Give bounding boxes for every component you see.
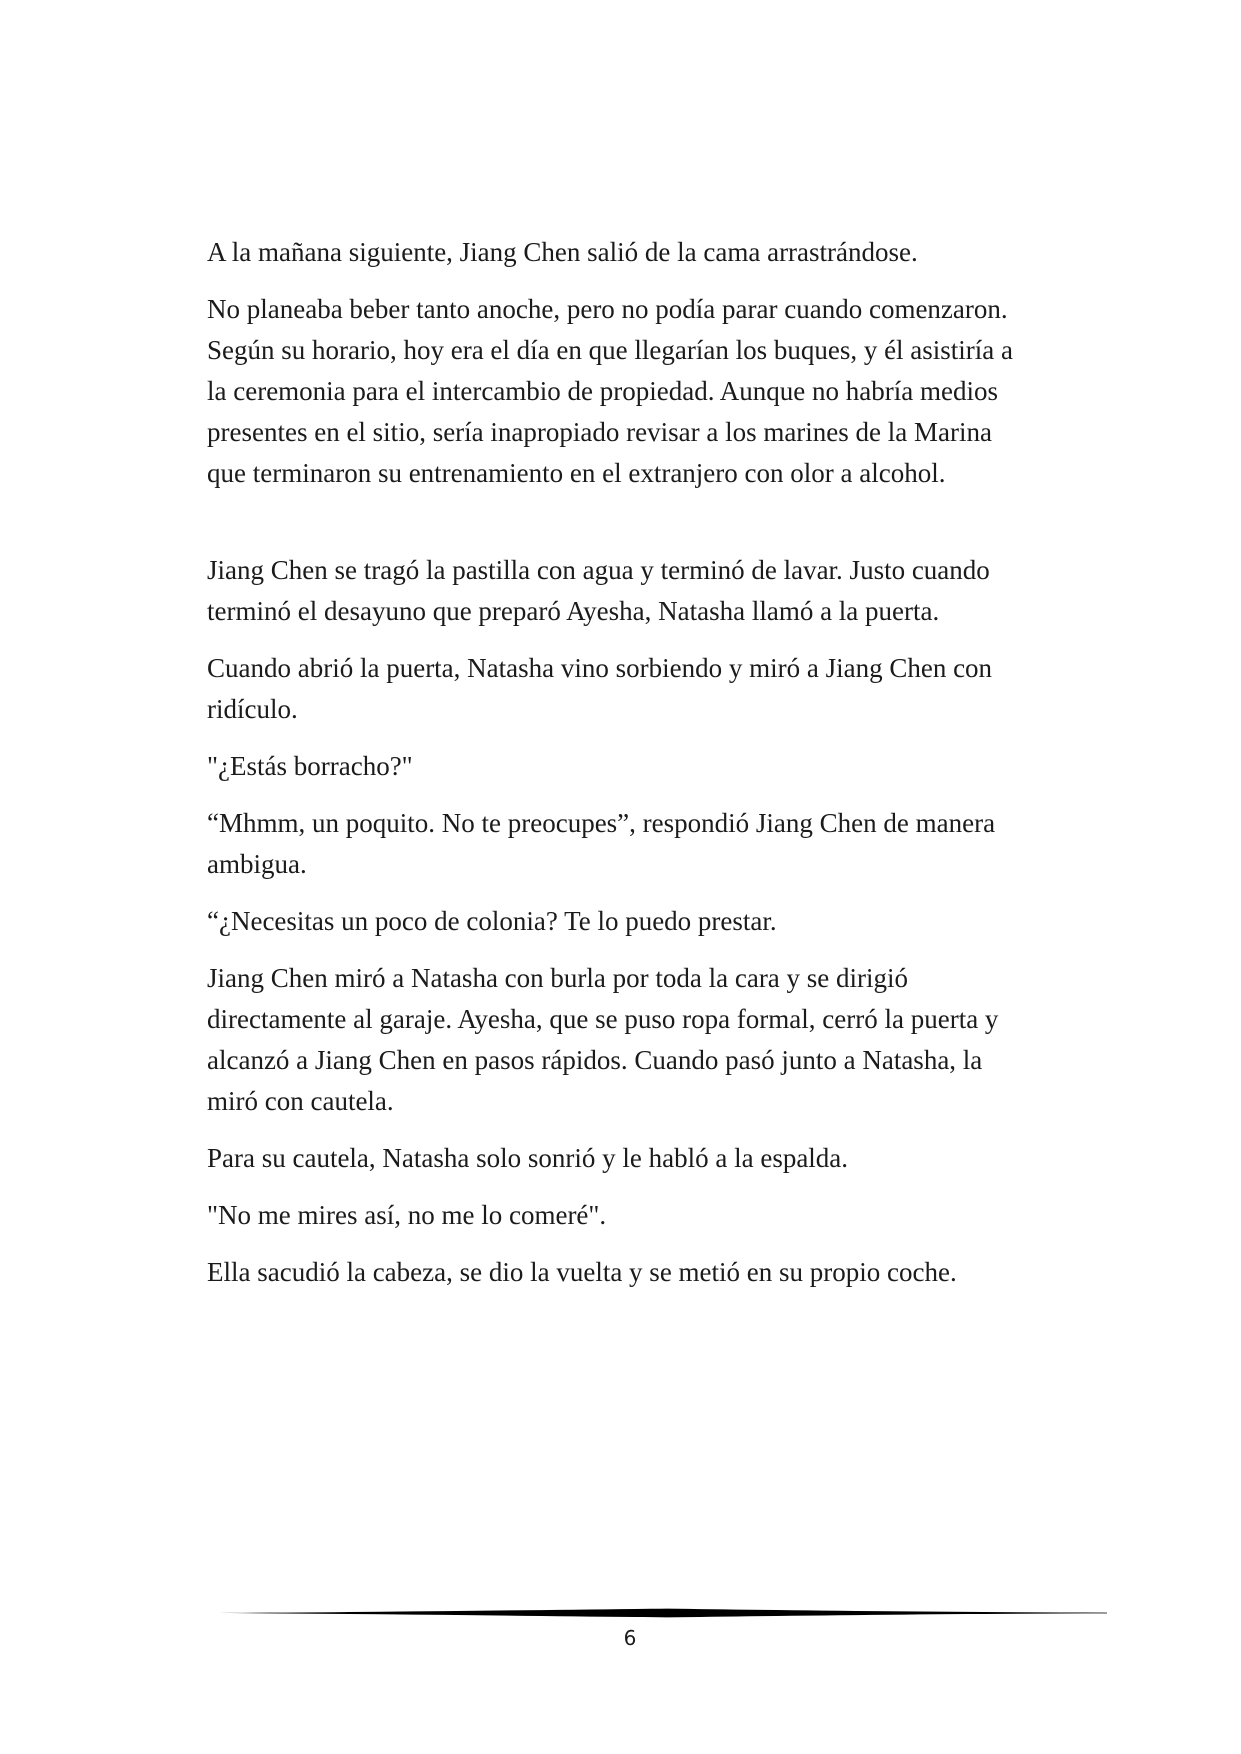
- page-body: [207, 232, 1037, 1309]
- paragraph: Para su cautela, Natasha solo sonrió y le habló a la espalda.: [207, 1143, 849, 1173]
- page-number: 6: [623, 1626, 637, 1650]
- paragraph: "¿Estás borracho?": [207, 751, 413, 781]
- paragraph: Cuando abrió la puerta, Natasha vino sorbiendo y miró a Jiang Chen con ridículo.: [207, 653, 993, 724]
- paragraph: "No me mires así, no me lo comeré".: [207, 1200, 607, 1230]
- paragraph: Jiang Chen se tragó la pastilla con agua y terminó de lavar. Justo cuando terminó el desayuno que preparó Ayesha, Natasha llamó a la puerta.: [207, 555, 990, 626]
- paragraph: A la mañana siguiente, Jiang Chen salió de la cama arrastrándose.: [207, 237, 918, 267]
- paragraph: Jiang Chen miró a Natasha con burla por toda la cara y se dirigió directamente al garaje. Ayesha, que se puso ropa formal, cerró la puerta y alcanzó a Jiang Chen en pasos rápidos. Cuando pasó junto a Natasha, la miró con cautela.: [207, 963, 999, 1116]
- paragraph: No planeaba beber tanto anoche, pero no podía parar cuando comenzaron. Según su horario, hoy era el día en que llegarían los buques, y él asistiría a la ceremonia para el intercambio de propiedad. Aunque no habría medios presentes en el sitio, sería inapropiado revisar a los marines de la Marina que terminaron su entrenamiento en el extranjero con olor a alcohol.: [207, 294, 1014, 488]
- paragraph: “Mhmm, un poquito. No te preocupes”, respondió Jiang Chen de manera ambigua.: [207, 808, 996, 879]
- paragraph: Ella sacudió la cabeza, se dio la vuelta y se metió en su propio coche.: [207, 1257, 957, 1287]
- paragraph: “¿Necesitas un poco de colonia? Te lo puedo prestar.: [207, 906, 777, 936]
- footer-divider-swash: [207, 1609, 1107, 1618]
- footer-divider: [207, 1606, 1107, 1620]
